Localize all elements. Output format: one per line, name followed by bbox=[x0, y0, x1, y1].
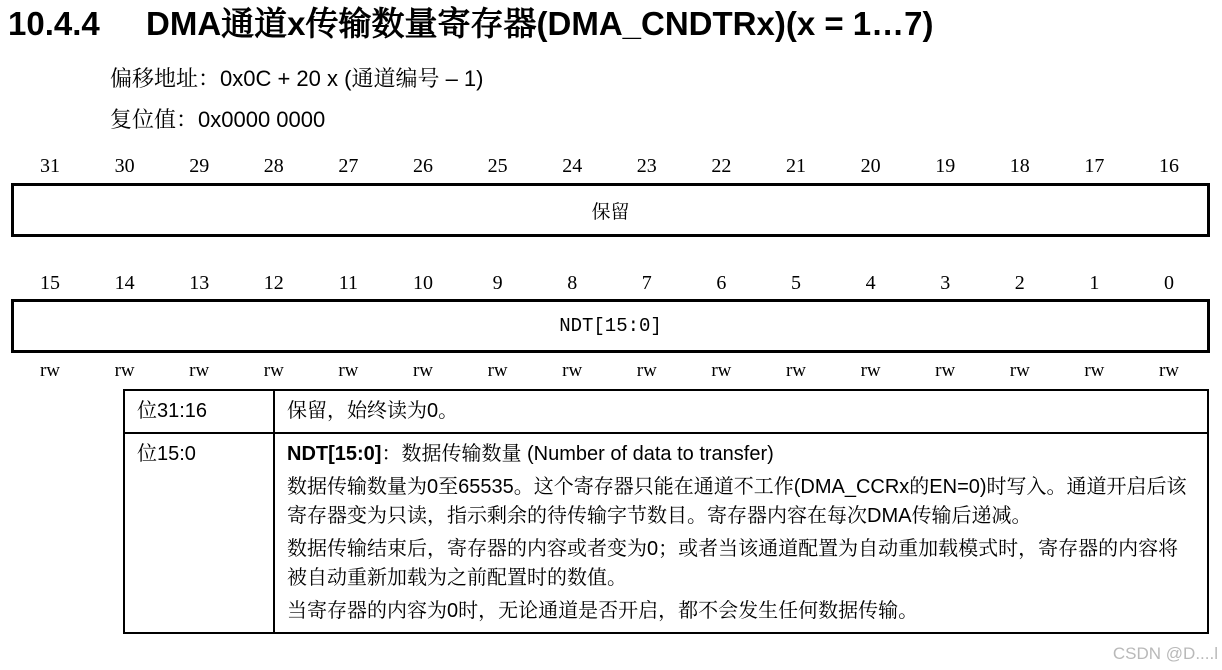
access-type: rw bbox=[935, 360, 956, 381]
low-bit-numbers bbox=[12, 270, 1208, 296]
offset-address: 偏移地址：0x0C + 20 x (通道编号 – 1) bbox=[110, 66, 484, 91]
access-type: rw bbox=[1158, 360, 1180, 381]
table-row bbox=[124, 433, 1208, 633]
bit-number: 9 bbox=[492, 272, 503, 294]
bit-description-table bbox=[123, 389, 1209, 634]
ndt-heading-text: ：数据传输数量 (Number of data to transfer) bbox=[381, 443, 774, 465]
bit-number: 27 bbox=[338, 155, 359, 177]
bit-number: 14 bbox=[114, 272, 135, 294]
bit-number: 21 bbox=[786, 155, 806, 177]
access-type: rw bbox=[1084, 360, 1105, 381]
access-type: rw bbox=[114, 360, 135, 381]
ndt-paragraph-zero: 当寄存器的内容为0时，无论通道是否开启，都不会发生任何数据传输。 bbox=[287, 600, 919, 622]
ndt-heading bbox=[287, 440, 1195, 469]
access-type: rw bbox=[412, 360, 434, 381]
table-row bbox=[124, 390, 1208, 433]
register-low-field bbox=[11, 299, 1210, 353]
bit-number: 6 bbox=[716, 272, 727, 294]
ndt-paragraph-reload: 数据传输结束后，寄存器的内容或者变为0；或者当该通道配置为自动重加载模式时，寄存器的内容将被自动重新加载为之前配置时的数值。 bbox=[287, 538, 1179, 589]
bit-number: 4 bbox=[865, 272, 876, 294]
bit-number: 13 bbox=[189, 272, 210, 294]
bits-cell: 位15:0 bbox=[124, 433, 274, 633]
section-title-text: DMA通道x传输数量寄存器(DMA_CNDTRx)(x = 1…7) bbox=[146, 5, 934, 42]
access-type: rw bbox=[860, 360, 881, 381]
bit-number: 28 bbox=[263, 155, 284, 177]
bits-cell: 位31:16 bbox=[124, 390, 274, 433]
ndt-field-label: NDT[15:0] bbox=[559, 315, 662, 337]
access-type: rw bbox=[39, 360, 61, 381]
bit-number: 8 bbox=[567, 272, 578, 294]
bit-number: 7 bbox=[641, 272, 652, 294]
bit-number: 10 bbox=[413, 272, 433, 294]
bit-number: 24 bbox=[562, 155, 583, 177]
access-type: rw bbox=[1009, 360, 1030, 381]
bit-number: 16 bbox=[1159, 155, 1179, 177]
access-type: rw bbox=[189, 360, 210, 381]
access-type: rw bbox=[263, 360, 284, 381]
access-types bbox=[12, 358, 1208, 384]
ndt-name: NDT[15:0] bbox=[287, 443, 382, 465]
high-bit-numbers bbox=[12, 153, 1208, 179]
bit-number: 17 bbox=[1084, 155, 1105, 177]
section-number: 10.4.4 bbox=[8, 5, 100, 42]
reserved-description: 保留，始终读为0。 bbox=[274, 390, 1208, 433]
reserved-field-label: 保留 bbox=[591, 201, 630, 223]
access-type: rw bbox=[487, 360, 508, 381]
access-type: rw bbox=[636, 360, 657, 381]
bit-number: 22 bbox=[711, 155, 732, 177]
bit-number: 1 bbox=[1089, 272, 1100, 294]
bit-number: 0 bbox=[1164, 272, 1174, 294]
register-high-field bbox=[11, 183, 1210, 237]
access-type: rw bbox=[711, 360, 732, 381]
watermark: CSDN @D....l bbox=[1112, 644, 1218, 663]
bit-number: 5 bbox=[791, 272, 801, 294]
bit-number: 20 bbox=[860, 155, 881, 177]
access-type: rw bbox=[562, 360, 583, 381]
bit-number: 12 bbox=[263, 272, 284, 294]
access-type: rw bbox=[338, 360, 359, 381]
bit-number: 23 bbox=[636, 155, 657, 177]
bit-number: 26 bbox=[413, 155, 433, 177]
bit-number: 19 bbox=[935, 155, 956, 177]
bit-number: 11 bbox=[338, 272, 359, 294]
bit-number: 18 bbox=[1009, 155, 1030, 177]
ndt-description bbox=[274, 433, 1208, 633]
section-title bbox=[8, 2, 933, 46]
bit-number: 30 bbox=[114, 155, 135, 177]
ndt-paragraph-range: 数据传输数量为0至65535。这个寄存器只能在通道不工作(DMA_CCRx的EN=0)时写入。通道开启后该寄存器变为只读，指示剩余的待传输字节数目。寄存器内容在每次DMA传输后递减。 bbox=[287, 476, 1187, 527]
bit-number: 3 bbox=[940, 272, 951, 294]
bit-number: 2 bbox=[1014, 272, 1025, 294]
bit-number: 31 bbox=[40, 155, 60, 177]
access-type: rw bbox=[785, 360, 807, 381]
reset-value: 复位值：0x0000 0000 bbox=[110, 107, 326, 132]
bit-number: 29 bbox=[189, 155, 210, 177]
bit-number: 25 bbox=[487, 155, 508, 177]
bit-number: 15 bbox=[40, 272, 60, 294]
